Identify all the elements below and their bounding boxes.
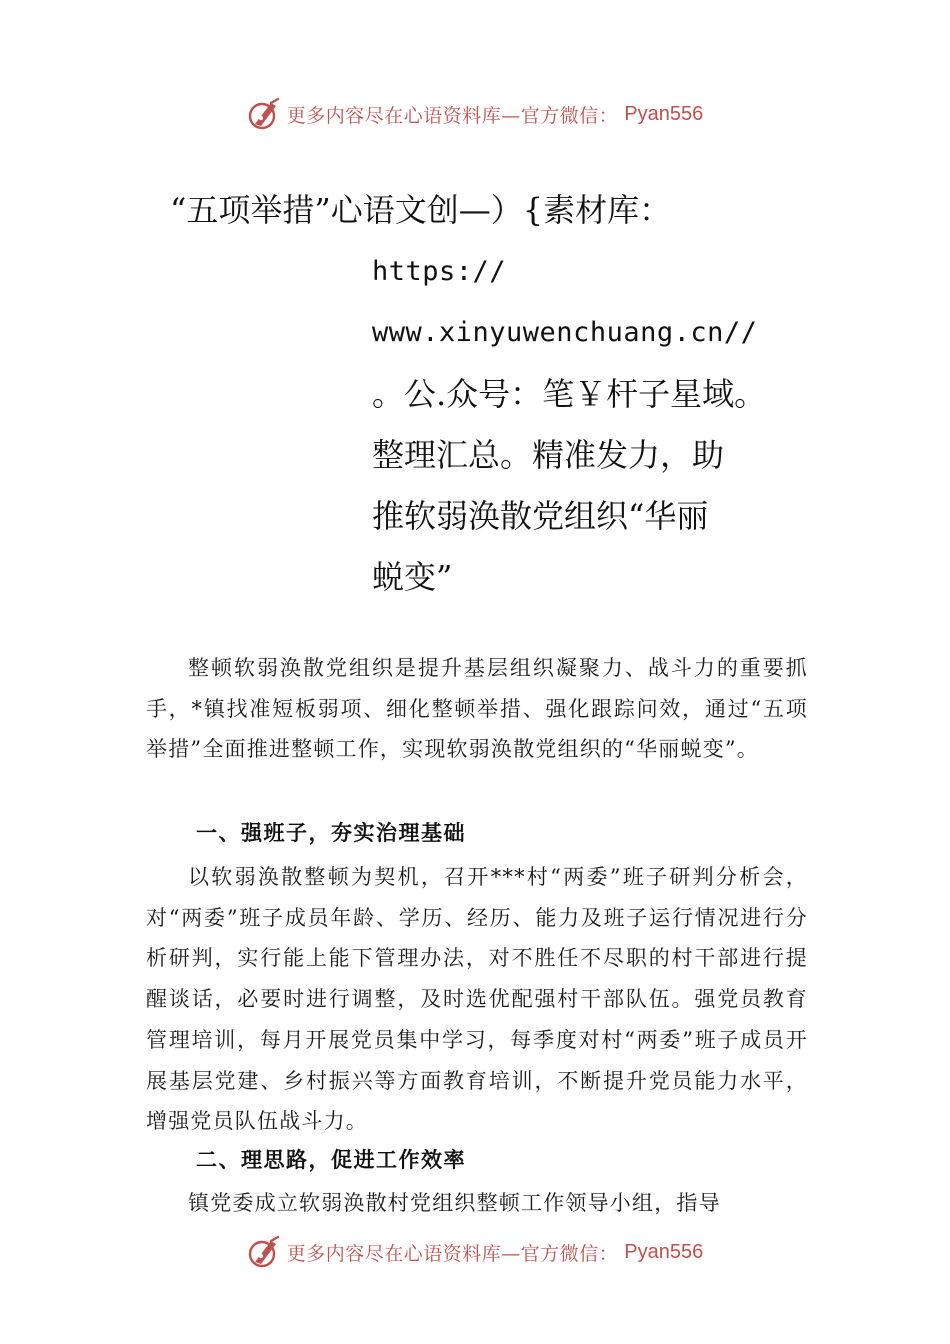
section-2-heading: 二、理思路，促进工作效率 [196,1148,466,1172]
pen-nib-logo-icon [247,97,281,131]
title-line-2: https:// [372,256,507,287]
section-1-heading: 一、强班子，夯实治理基础 [196,821,466,845]
title-line-7: 蜕变” [372,558,453,596]
section-1-paragraph: 以软弱涣散整顿为契机，召开***村“两委”班子研判分析会，对“两委”班子成员年龄、学历、经历、能力及班子运行情况进行分析研判，实行能上能下管理办法，对不胜任不尽职的村干部进行提醒谈话，必要时进行调整，及时选优配强村干部队伍。强党员教育管理培训，每月开展党员集中学习，每季度对村“两委”班子成员开展基层党建、乡村振兴等方面教育培训，不断提升党员能力水平，增强党员队伍战斗力。 [146,865,808,1134]
pen-nib-logo-icon [247,1235,281,1269]
banner-wechat-id: Pyan556 [624,102,704,125]
title-line-1: “五项举措”心语文创—）{素材库： [170,191,672,229]
intro-paragraph: 整顿软弱涣散党组织是提升基层组织凝聚力、战斗力的重要抓手，*镇找准短板弱项、细化整顿举措、强化跟踪问效，通过“五项举措”全面推进整顿工作，实现软弱涣散党组织的“华丽蜕变”。 [146,656,808,762]
title-line-5: 整理汇总。精准发力，助 [372,436,725,474]
banner-text: 更多内容尽在心语资料库—官方微信： [286,104,619,127]
footer-banner-text: 更多内容尽在心语资料库—官方微信： [286,1242,619,1265]
footer-banner [0,1232,950,1272]
title-line-3: www.xinyuwenchuang.cn// [372,317,758,348]
title-line-6: 推软弱涣散党组织“华丽 [372,497,709,535]
header-banner [0,94,950,134]
section-2-paragraph: 镇党委成立软弱涣散村党组织整顿工作领导小组，指导 [188,1191,721,1215]
title-line-4: 。公.众号：笔￥杆子星域。 [372,375,767,413]
footer-banner-wechat-id: Pyan556 [624,1240,704,1263]
